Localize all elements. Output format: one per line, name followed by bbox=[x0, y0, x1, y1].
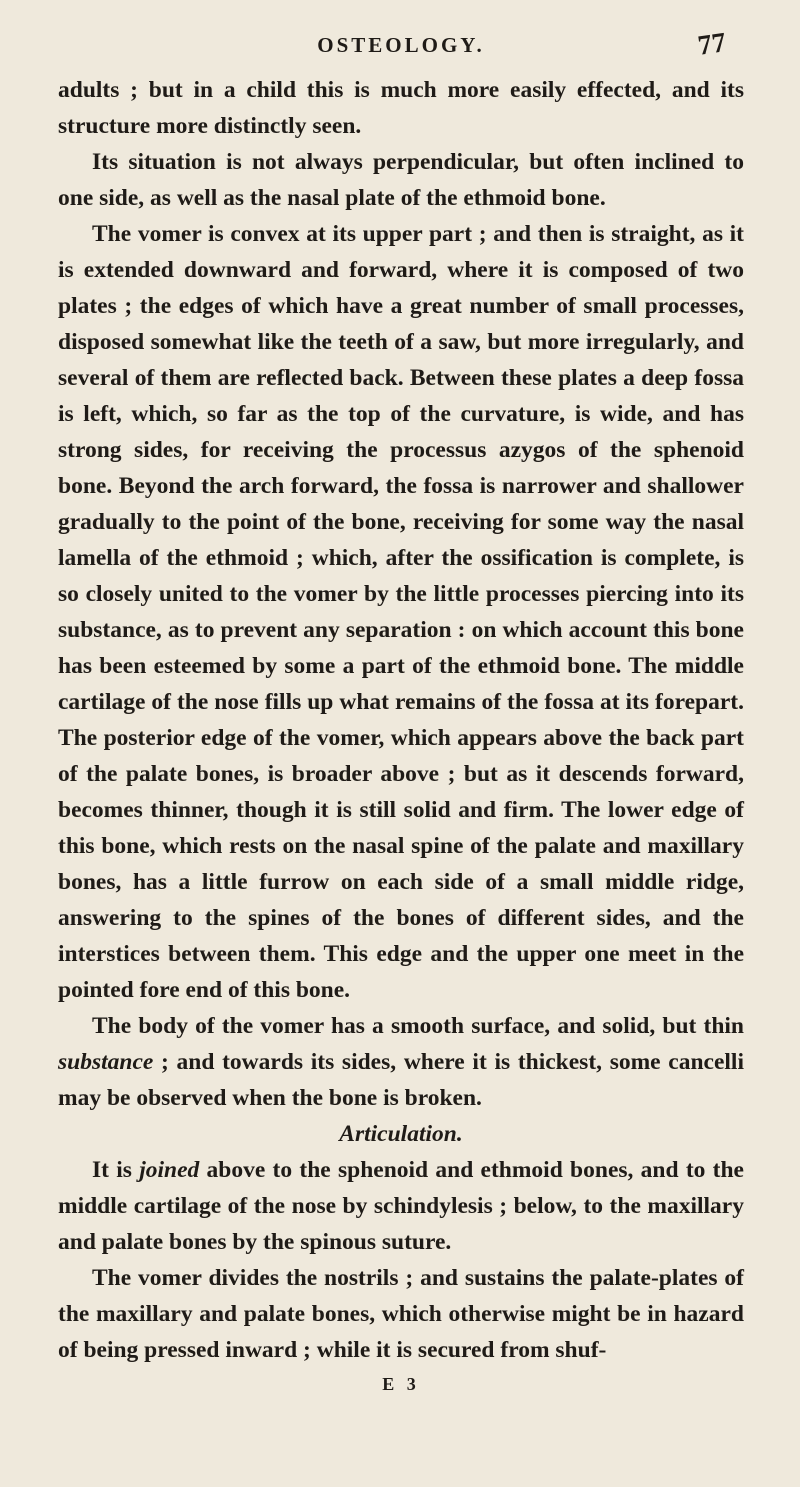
running-head-title: OSTEOLOGY. bbox=[317, 33, 485, 57]
articulation-text-start: It is bbox=[92, 1157, 140, 1183]
running-head bbox=[58, 24, 744, 66]
body-text bbox=[58, 72, 744, 1398]
paragraph-body bbox=[58, 1008, 744, 1116]
page-number: 77 bbox=[695, 27, 728, 62]
paragraph-description: The vomer is convex at its upper part ; and then is straight, as it is extended downward and forward, where it is composed of two plates ; the edges of which have a great number of small processes, disposed somewhat like the teeth of a saw, but more irregularly, and several of them are reflected back. Between these plates a deep fossa is left, which, so far as the top of the curvature, is wide, and has strong sides, for receiving the processus azygos of the sphenoid bone. Beyond the arch forward, the fossa is narrower and shallower gradually to the point of the bone, receiving for some way the nasal lamella of the ethmoid ; which, after the ossification is complete, is so closely united to the vomer by the little processes piercing into its substance, as to prevent any separation : on which account this bone has been esteemed by some a part of the ethmoid bone. The middle cartilage of the nose fills up what remains of the fossa at its forepart. The posterior edge of the vomer, which appears above the back part of the palate bones, is broader above ; but as it descends forward, becomes thinner, though it is still solid and firm. The lower edge of this bone, which rests on the nasal spine of the palate and maxillary bones, has a little furrow on each side of a small middle ridge, answering to the spines of the bones of different sides, and the interstices between them. This edge and the upper one meet in the pointed fore end of this bone. bbox=[58, 221, 744, 1003]
articulation-text-end: above to the sphenoid and ethmoid bones, and to the middle cartilage of the nose by schindylesis ; below, to the maxillary and palate bones by the spinous suture. bbox=[58, 1157, 744, 1255]
signature-mark: E 3 bbox=[382, 1374, 420, 1394]
body-text-italic: substance bbox=[58, 1049, 154, 1075]
paragraph-continuation: adults ; but in a child this is much more easily effected, and its structure more distinctly seen. bbox=[58, 77, 744, 139]
body-text-start: The body of the vomer has a smooth surface, and solid, but thin bbox=[92, 1013, 744, 1039]
body-text-end: ; and towards its sides, where it is thickest, some cancelli may be observed when the bone is broken. bbox=[58, 1049, 744, 1111]
articulation-text-italic: joined bbox=[139, 1157, 200, 1183]
paragraph-situation: Its situation is not always perpendicular, but often inclined to one side, as well as the nasal plate of the ethmoid bone. bbox=[58, 149, 744, 211]
paragraph-articulation bbox=[58, 1152, 744, 1260]
section-subheading: Articulation. bbox=[339, 1121, 463, 1147]
paragraph-function: The vomer divides the nostrils ; and sustains the palate-plates of the maxillary and palate bones, which otherwise might be in hazard of being pressed inward ; while it is secured from shuf- bbox=[58, 1265, 744, 1363]
